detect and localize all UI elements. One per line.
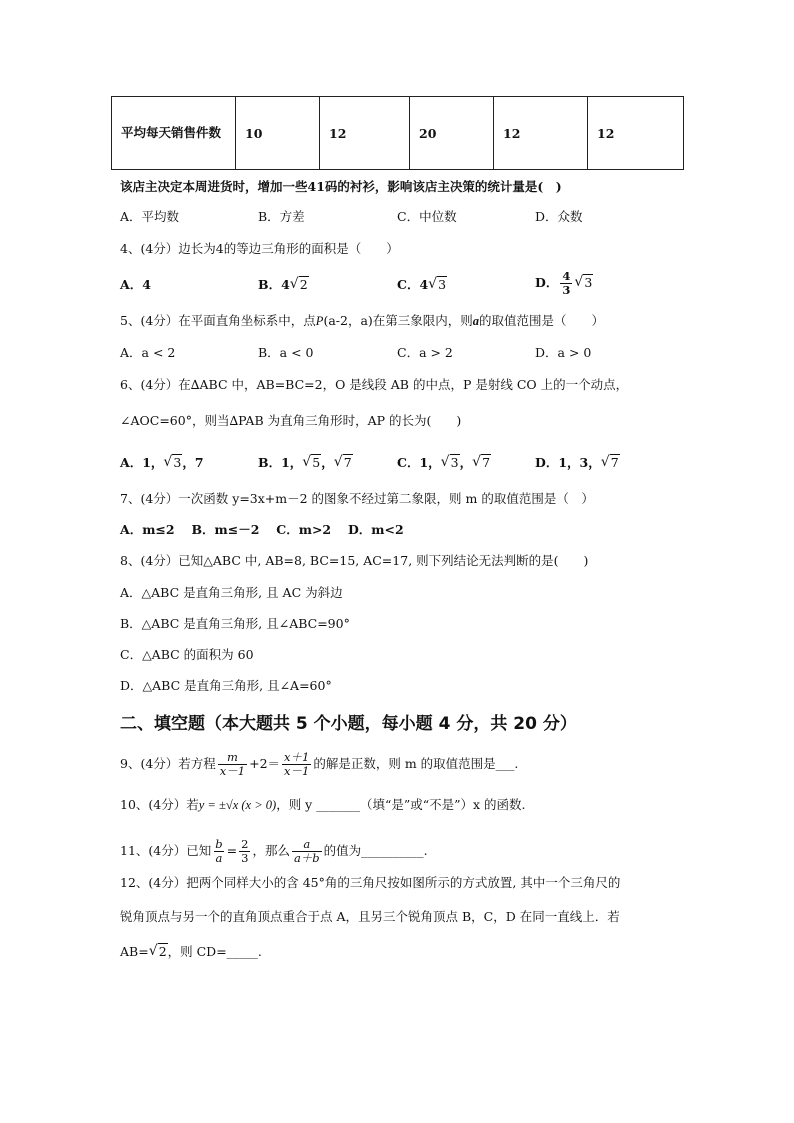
fraction-numerator: a — [303, 837, 311, 851]
sqrt-symbol — [472, 455, 491, 471]
fraction — [218, 751, 247, 778]
q3-option-c: C．中位数 — [397, 209, 457, 224]
table-cell: 12 — [494, 97, 588, 170]
q5-stem-part1: 5、(4分）在平面直角坐标系中，点 — [120, 313, 316, 328]
fraction-denominator: x－1 — [284, 764, 310, 778]
fraction-numerator: m — [227, 750, 238, 764]
q6-option-d — [535, 455, 620, 471]
radicand: 3 — [173, 455, 182, 470]
q5-option-d: D．a > 0 — [535, 345, 592, 360]
q5-var-a: a — [472, 314, 480, 328]
table-header-cell: 平均每天销售件数 — [112, 97, 236, 170]
q6-option-c-prefix: C．1， — [397, 455, 441, 470]
q10-prefix: 10、(4分）若 — [120, 797, 199, 812]
q6-option-c-sep: ， — [459, 455, 473, 470]
q12-line1: 12、(4分）把两个同样大小的含 45°角的三角尺按如图所示的方式放置, 其中一个三角尺的 — [120, 875, 621, 890]
q10-suffix: ，则 y _______（填“是”或“不是”）x 的函数. — [276, 797, 526, 812]
sqrt-symbol — [441, 455, 460, 471]
q9-middle: +2＝ — [249, 756, 281, 771]
sqrt-symbol — [290, 277, 309, 293]
q4-option-b-prefix: B．4 — [258, 277, 290, 292]
q7-options: A．m≤2 B．m≤－2 C．m>2 D．m<2 — [120, 522, 404, 537]
table-cell: 12 — [588, 97, 684, 170]
q12-line3 — [120, 944, 262, 960]
q12-line3-prefix: AB= — [120, 944, 149, 959]
sqrt-symbol — [302, 455, 321, 471]
q5-point-p: P — [315, 314, 324, 328]
q6-option-d-prefix: D．1，3， — [535, 455, 601, 470]
table-row — [112, 97, 684, 170]
q11-prefix: 11、(4分）已知 — [120, 843, 212, 858]
q6-option-a-prefix: A．1， — [120, 455, 164, 470]
q4-option-d-prefix: D． — [535, 275, 559, 290]
section-heading: 二、填空题（本大题共 5 个小题，每小题 4 分，共 20 分） — [120, 714, 577, 734]
q5-option-b: B．a < 0 — [258, 345, 314, 360]
q4-option-c — [397, 277, 447, 293]
fraction — [282, 751, 311, 778]
fraction-numerator: x＋1 — [284, 750, 310, 764]
radicand: 2 — [158, 944, 167, 959]
fraction — [292, 838, 322, 865]
radicand: 7 — [610, 455, 619, 470]
fraction-denominator: x－1 — [219, 764, 246, 778]
q5-stem-part2: (a-2，a)在第三象限内，则 — [323, 313, 473, 328]
q8-option-c: C．△ABC 的面积为 60 — [120, 647, 254, 662]
sqrt-symbol — [163, 455, 182, 471]
q3-option-a: A．平均数 — [120, 209, 180, 224]
q8-option-a: A．△ABC 是直角三角形, 且 AC 为斜边 — [120, 585, 343, 600]
q6-option-a — [120, 455, 204, 471]
q6-option-b-sep: ， — [321, 455, 334, 470]
fraction — [560, 270, 572, 297]
q5-stem — [120, 313, 604, 329]
q3-option-d: D．众数 — [535, 209, 583, 224]
q4-option-a: A．4 — [120, 277, 151, 292]
sales-table — [111, 96, 684, 170]
table-cell: 20 — [410, 97, 494, 170]
q6-line2: ∠AOC=60°，则当∆PAB 为直角三角形时，AP 的长为( ) — [120, 413, 462, 428]
q9-stem — [120, 751, 518, 778]
fraction-denominator: 3 — [241, 851, 249, 865]
q8-option-b: B．△ABC 是直角三角形, 且∠ABC=90° — [120, 616, 350, 631]
q5-option-a: A．a < 2 — [120, 345, 176, 360]
q12-line3-suffix: ，则 CD=_____. — [167, 944, 262, 959]
sqrt-symbol — [574, 275, 593, 291]
sqrt-symbol — [601, 455, 620, 471]
q11-suffix: 的值为__________. — [323, 843, 428, 858]
fraction — [213, 838, 224, 865]
sqrt-symbol — [149, 944, 168, 960]
fraction-denominator: a＋b — [293, 851, 320, 865]
radicand: 5 — [312, 455, 321, 470]
q4-option-b — [258, 277, 309, 293]
fraction-denominator: 3 — [562, 283, 571, 297]
q4-stem: 4、(4分）边长为4的等边三角形的面积是（ ） — [120, 241, 399, 256]
q9-suffix: 的解是正数，则 m 的取值范围是___. — [313, 756, 519, 771]
q11-middle: ，那么 — [252, 843, 290, 858]
q12-line2: 锐角顶点与另一个的直角顶点重合于点 A，且另三个锐角顶点 B，C，D 在同一直线上．若 — [120, 909, 620, 924]
q9-prefix: 9、(4分）若方程 — [120, 756, 216, 771]
q6-line1: 6、(4分）在∆ABC 中，AB=BC=2，O 是线段 AB 的中点，P 是射线 CO 上的一个动点， — [120, 377, 629, 392]
radicand: 7 — [343, 455, 352, 470]
q3-stem: 该店主决定本周进货时，增加一些41码的衬衫，影响该店主决策的统计量是( ) — [120, 179, 562, 194]
q5-stem-part3: 的取值范围是（ ） — [479, 313, 605, 328]
q7-stem: 7、(4分）一次函数 y=3x+m－2 的图象不经过第二象限，则 m 的取值范围是（ ） — [120, 491, 594, 506]
q8-option-d: D．△ABC 是直角三角形, 且∠A=60° — [120, 678, 332, 693]
q10-expression: y = ±√x (x > 0) — [198, 798, 277, 812]
q4-option-c-prefix: C．4 — [397, 277, 429, 292]
q3-option-b: B．方差 — [258, 209, 305, 224]
q11-equals: = — [226, 843, 238, 858]
q10-stem — [120, 797, 526, 813]
radicand: 3 — [438, 277, 447, 292]
q4-option-d — [535, 270, 593, 297]
table-cell: 10 — [236, 97, 320, 170]
radicand: 7 — [482, 455, 491, 470]
fraction-numerator: 2 — [241, 837, 249, 851]
fraction — [239, 838, 250, 865]
q8-stem: 8、(4分）已知△ABC 中, AB=8, BC=15, AC=17, 则下列结论无法判断的是( ) — [120, 553, 589, 568]
fraction-denominator: a — [215, 851, 223, 865]
q6-option-b — [258, 455, 353, 471]
sqrt-symbol — [428, 277, 447, 293]
sqrt-symbol — [334, 455, 353, 471]
table-cell: 12 — [320, 97, 410, 170]
q6-option-a-suffix: ，7 — [182, 455, 204, 470]
q6-option-b-prefix: B．1， — [258, 455, 303, 470]
fraction-numerator: 4 — [562, 269, 571, 283]
fraction-numerator: b — [215, 837, 223, 851]
radicand: 3 — [584, 275, 593, 290]
q5-option-c: C．a > 2 — [397, 345, 453, 360]
q11-stem — [120, 838, 428, 865]
radicand: 3 — [450, 455, 459, 470]
q6-option-c — [397, 455, 491, 471]
radicand: 2 — [299, 277, 308, 292]
